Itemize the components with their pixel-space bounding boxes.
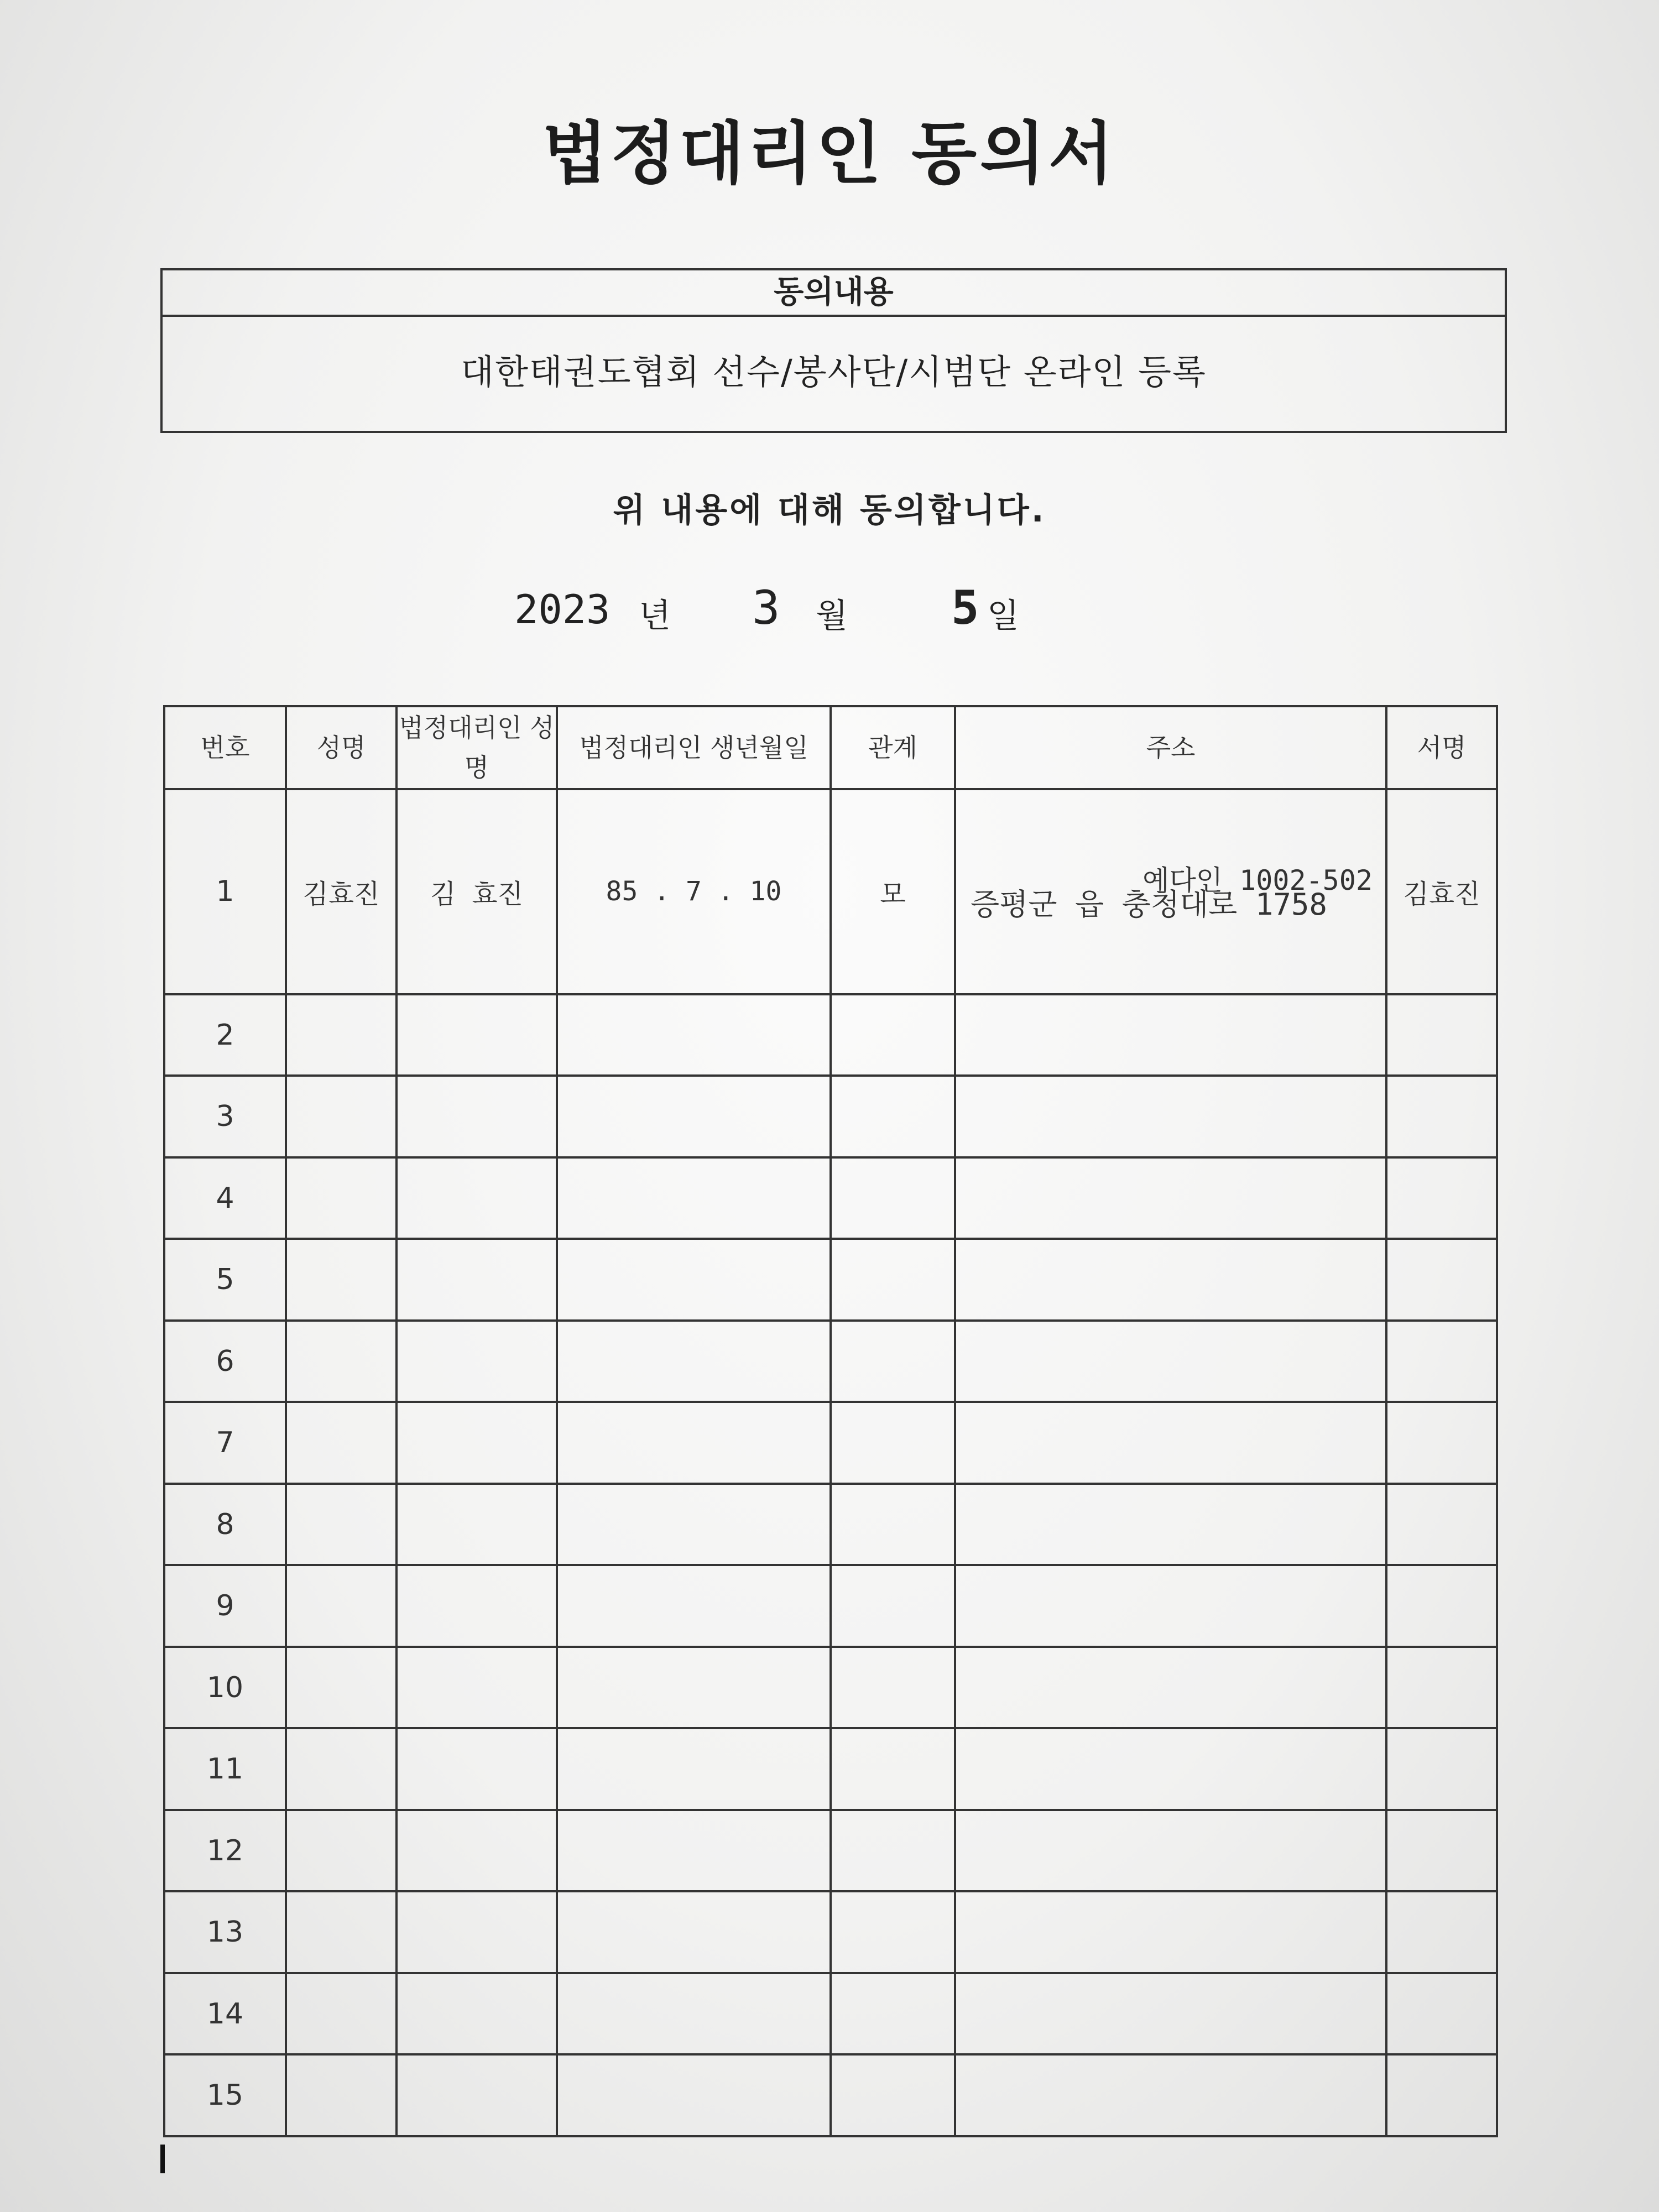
cell-relation [831,2054,955,2136]
header-name: 성명 [286,706,397,789]
cell-guardian-name [397,1321,557,1402]
cell-address [955,1810,1386,1892]
table-row [164,1973,1497,2055]
table-row [164,2054,1497,2136]
row-number: 7 [164,1402,286,1484]
table-row [164,1402,1497,1484]
header-guardian-birth: 법정대리인 생년월일 [557,706,831,789]
cell-signature [1386,1973,1497,2055]
header-relation: 관계 [831,706,955,789]
cell-relation [831,1810,955,1892]
cell-guardian-birth [557,1728,831,1810]
table-row [164,1321,1497,1402]
cell-signature [1386,1565,1497,1647]
header-guardian-name: 법정대리인 성명 [397,706,557,789]
table-row [164,1157,1497,1239]
cell-guardian-name [397,1728,557,1810]
cell-guardian-name [397,1891,557,1973]
header-signature: 서명 [1386,706,1497,789]
cell-signature [1386,1076,1497,1157]
agreement-statement: 위 내용에 대해 동의합니다. [613,491,1046,530]
cell-signature [1386,1728,1497,1810]
consent-heading: 동의내용 [163,270,1505,317]
row-number: 10 [164,1647,286,1729]
document-title: 법정대리인 동의서 [542,113,1117,193]
cell-guardian-birth [557,994,831,1076]
table-row [164,1891,1497,1973]
cell-address [955,1973,1386,2055]
cell-guardian-name [397,1157,557,1239]
cell-address [955,1484,1386,1566]
cell-address [955,1647,1386,1729]
cell-guardian-name [397,1973,557,2055]
table-row [164,994,1497,1076]
row-number: 1 [164,789,286,994]
row-number: 9 [164,1565,286,1647]
cell-name [286,1157,397,1239]
cell-guardian-birth [557,1973,831,2055]
cell-signature [1386,1239,1497,1321]
cell-guardian-name [397,1484,557,1566]
cell-guardian-name [397,1402,557,1484]
cell-name [286,994,397,1076]
cell-signature [1386,1157,1497,1239]
table-row [164,1484,1497,1566]
cell-relation [831,1402,955,1484]
table-row [164,1810,1497,1892]
cell-guardian-birth [557,1484,831,1566]
cell-address [955,1076,1386,1157]
cell-guardian-name [397,1810,557,1892]
cell-guardian-birth [557,2054,831,2136]
cell-signature [1386,1402,1497,1484]
cell-relation [831,994,955,1076]
cell-guardian-birth [557,1157,831,1239]
cell-guardian-birth [557,1239,831,1321]
cell-guardian-name [397,1647,557,1729]
cell-guardian-birth [557,1076,831,1157]
cell-guardian-birth: 85 . 7 . 10 [557,789,831,994]
cell-relation [831,1891,955,1973]
cell-signature [1386,1891,1497,1973]
cell-guardian-birth [557,1321,831,1402]
row-number: 6 [164,1321,286,1402]
cell-relation [831,1728,955,1810]
cell-name [286,1484,397,1566]
cell-name [286,1565,397,1647]
cell-guardian-name: 김 효진 [397,789,557,994]
cell-relation [831,1239,955,1321]
table-row [164,1239,1497,1321]
cell-address [955,1157,1386,1239]
cell-name [286,1647,397,1729]
cell-address [955,1239,1386,1321]
cell-relation [831,1647,955,1729]
cell-signature [1386,1484,1497,1566]
row-number: 11 [164,1728,286,1810]
cell-guardian-birth [557,1647,831,1729]
date-day-label: 일 [987,597,1019,635]
date-month: 3 [752,581,780,635]
cell-relation [831,1484,955,1566]
table-row [164,789,1497,994]
cell-guardian-birth [557,1810,831,1892]
cell-name: 김효진 [286,789,397,994]
cell-address [955,1321,1386,1402]
cell-name [286,1973,397,2055]
cell-name [286,1728,397,1810]
cell-signature [1386,1321,1497,1402]
cell-signature [1386,2054,1497,2136]
cell-relation [831,1157,955,1239]
cell-name [286,1076,397,1157]
table-header-row [164,706,1497,789]
cell-address [955,994,1386,1076]
row-number: 3 [164,1076,286,1157]
row-number: 2 [164,994,286,1076]
cell-name [286,1891,397,1973]
cell-name [286,1810,397,1892]
row-number: 5 [164,1239,286,1321]
cell-name [286,1239,397,1321]
address-line-1: 예다인 1002-502 [1142,864,1373,897]
cell-address [955,1402,1386,1484]
row-number: 13 [164,1891,286,1973]
table-row [164,1076,1497,1157]
cell-address [955,1891,1386,1973]
cell-name [286,1402,397,1484]
date-month-label: 월 [816,597,848,635]
cell-relation [831,1973,955,2055]
cell-signature [1386,1810,1497,1892]
cell-guardian-name [397,994,557,1076]
cell-guardian-birth [557,1565,831,1647]
cell-relation [831,1565,955,1647]
cell-relation [831,1076,955,1157]
date-line [0,581,1659,641]
table-row [164,1565,1497,1647]
cell-address [955,1728,1386,1810]
date-year-label: 년 [639,597,671,635]
cell-address [955,1565,1386,1647]
date-year: 2023 [514,586,611,633]
cell-guardian-birth [557,1891,831,1973]
date-day: 5 [951,581,979,635]
cell-name [286,1321,397,1402]
row-number: 15 [164,2054,286,2136]
row-number: 12 [164,1810,286,1892]
row-number: 8 [164,1484,286,1566]
text-cursor [160,2145,165,2173]
cell-guardian-name [397,1565,557,1647]
cell-signature [1386,994,1497,1076]
consent-content: 대한태권도협회 선수/봉사단/시범단 온라인 등록 [461,352,1207,392]
address-line-2: 증평군 읍 충청대로 1758 [971,887,1327,922]
consent-box [160,268,1507,433]
cell-relation [831,1321,955,1402]
table-row [164,1728,1497,1810]
cell-relation: 모 [831,789,955,994]
cell-name [286,2054,397,2136]
cell-signature: 김효진 [1386,789,1497,994]
cell-guardian-birth [557,1402,831,1484]
cell-address [955,789,1386,994]
cell-signature [1386,1647,1497,1729]
row-number: 4 [164,1157,286,1239]
header-number: 번호 [164,706,286,789]
header-address: 주소 [955,706,1386,789]
cell-guardian-name [397,1076,557,1157]
guardian-table [163,705,1498,2137]
cell-guardian-name [397,1239,557,1321]
table-row [164,1647,1497,1729]
cell-guardian-name [397,2054,557,2136]
row-number: 14 [164,1973,286,2055]
cell-address [955,2054,1386,2136]
